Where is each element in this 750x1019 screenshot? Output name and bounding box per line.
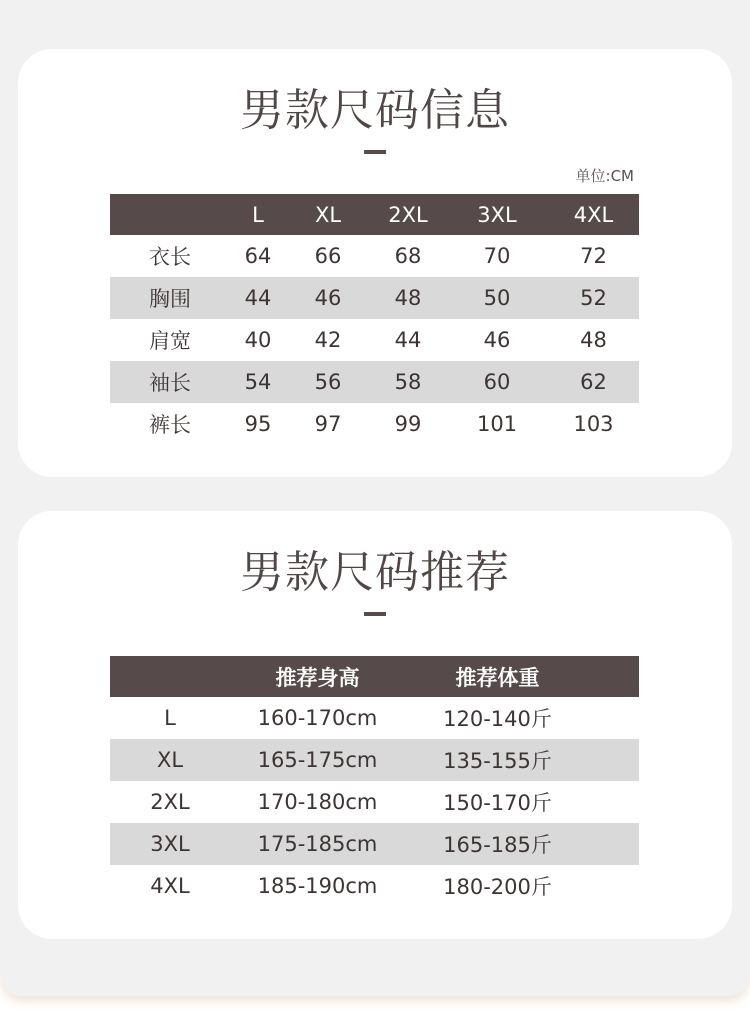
row-label: 3XL xyxy=(110,823,230,865)
title-underline-dash xyxy=(364,150,386,154)
size-info-card xyxy=(18,49,732,477)
table-cell-spacer xyxy=(590,781,639,823)
table-cell-spacer xyxy=(590,865,639,907)
header-cell xyxy=(110,656,230,697)
table-cell: 40 xyxy=(244,328,272,352)
header-cell: 推荐体重 xyxy=(405,656,590,697)
table-cell: 54 xyxy=(230,361,286,403)
table-cell: 52 xyxy=(548,277,639,319)
table-cell: 58 xyxy=(370,361,446,403)
unit-label: 单位:CM xyxy=(575,167,634,185)
header-cell: 4XL xyxy=(548,194,639,235)
table-row xyxy=(110,403,639,445)
header-cell xyxy=(110,194,230,235)
table-row xyxy=(110,823,639,865)
table-cell: 48 xyxy=(370,277,446,319)
row-label: 袖长 xyxy=(110,361,230,403)
table-cell: 99 xyxy=(394,412,422,436)
size-info-table xyxy=(110,194,639,445)
header-cell: XL xyxy=(286,194,370,235)
table-row xyxy=(110,781,639,823)
table-row xyxy=(110,277,639,319)
table-row xyxy=(110,361,639,403)
table-cell: 165-175cm xyxy=(230,739,405,781)
table-cell-spacer xyxy=(590,739,639,781)
table-cell: 103 xyxy=(573,412,614,436)
table-cell: 135-155斤 xyxy=(405,739,590,781)
table-cell-spacer xyxy=(590,697,639,739)
table-cell: 66 xyxy=(314,244,342,268)
table-cell: 95 xyxy=(244,412,272,436)
header-cell-spacer xyxy=(590,656,639,697)
table-cell: 101 xyxy=(476,412,518,436)
table-cell: 48 xyxy=(580,328,607,352)
row-label: 2XL xyxy=(150,790,190,814)
table-row xyxy=(110,865,639,907)
table-cell: 70 xyxy=(483,244,511,268)
table-cell: 44 xyxy=(230,277,286,319)
table-row xyxy=(110,697,639,739)
row-label: 胸围 xyxy=(110,277,230,319)
row-label: 衣长 xyxy=(149,245,191,269)
table-cell: 44 xyxy=(394,328,422,352)
row-label: L xyxy=(164,706,176,730)
table-cell: 170-180cm xyxy=(257,790,378,814)
table-cell-spacer xyxy=(590,823,639,865)
row-label: 裤长 xyxy=(149,413,191,437)
row-label: 4XL xyxy=(150,874,190,898)
table-cell: 68 xyxy=(394,244,422,268)
table-header-row xyxy=(110,656,639,697)
table-cell: 72 xyxy=(580,244,607,268)
table-cell: 175-185cm xyxy=(230,823,405,865)
table-cell: 60 xyxy=(446,361,548,403)
row-label: 肩宽 xyxy=(149,329,191,353)
size-recommendation-table xyxy=(110,656,639,907)
table-cell: 42 xyxy=(314,328,342,352)
table-cell: 50 xyxy=(446,277,548,319)
table-cell: 64 xyxy=(244,244,272,268)
table-cell: 120-140斤 xyxy=(443,707,552,731)
table-cell: 180-200斤 xyxy=(443,875,552,899)
size-recommendation-title: 男款尺码推荐 xyxy=(240,547,510,598)
table-cell: 160-170cm xyxy=(257,706,378,730)
title-underline-dash xyxy=(364,612,386,616)
table-cell: 46 xyxy=(286,277,370,319)
table-cell: 62 xyxy=(548,361,639,403)
table-row xyxy=(110,739,639,781)
table-row xyxy=(110,235,639,277)
table-cell: 46 xyxy=(483,328,511,352)
table-cell: 185-190cm xyxy=(257,874,378,898)
table-cell: 56 xyxy=(286,361,370,403)
table-cell: 97 xyxy=(314,412,342,436)
header-cell: 2XL xyxy=(370,194,446,235)
table-row xyxy=(110,319,639,361)
header-cell: L xyxy=(230,194,286,235)
header-cell: 3XL xyxy=(446,194,548,235)
size-info-title: 男款尺码信息 xyxy=(240,85,510,136)
row-label: XL xyxy=(110,739,230,781)
header-cell: 推荐身高 xyxy=(230,656,405,697)
table-header-row xyxy=(110,194,639,235)
size-recommendation-card xyxy=(18,511,732,939)
table-cell: 165-185斤 xyxy=(405,823,590,865)
table-cell: 150-170斤 xyxy=(443,791,552,815)
